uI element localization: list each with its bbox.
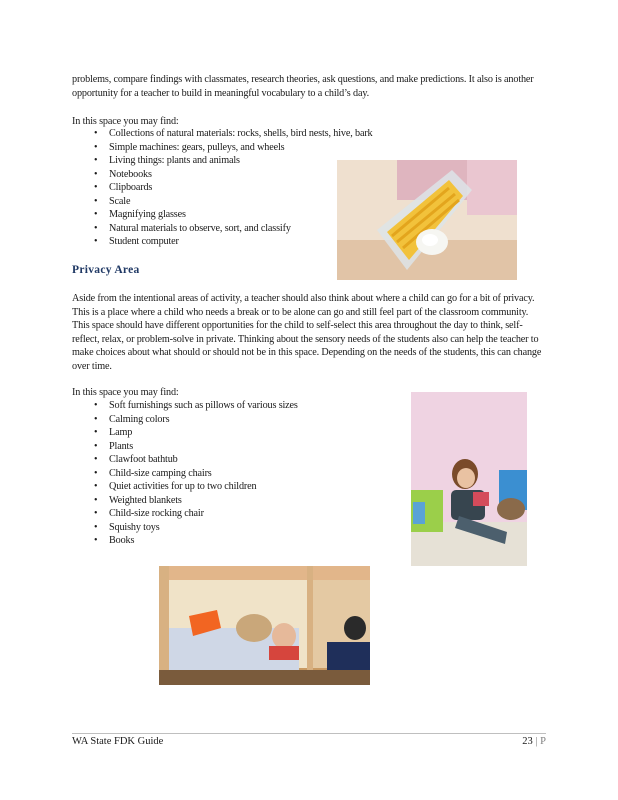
footer-separator: | [535, 736, 538, 747]
list-item: • Scale [94, 195, 373, 209]
corn-in-bag-photo [337, 160, 517, 280]
list-item: • Quiet activities for up to two children [94, 480, 298, 494]
list-item: • Clawfoot bathtub [94, 453, 298, 467]
list-item: • Magnifying glasses [94, 208, 373, 222]
list-item: • Plants [94, 440, 298, 454]
page-number: 23 [522, 736, 533, 747]
list-item: • Natural materials to observe, sort, and classify [94, 222, 373, 236]
intro-paragraph: problems, compare findings with classmates, research theories, ask questions, and make predictions. It also is another opportunity for a teacher to build in meaningful vocabulary to a child’s day. [72, 74, 534, 99]
list-item: • Child-size camping chairs [94, 467, 298, 481]
privacy-paragraph: Aside from the intentional areas of activity, a teacher should also think about where a child can go for a bit of privacy. This is a place where a child who needs a break or to be alone can go and still feel part of the classroom community. This space should have different opportunities for the child to self-select this area throughout the day to think, self-reflect, relax, or problem-solve in private. Thinking about the sensory needs of the students also can help the teacher to make choices about what should or should not be in this space. Depending on the needs of the students, this can change over time. [72, 293, 542, 372]
science-materials-list [94, 127, 373, 249]
list-item: • Child-size rocking chair [94, 507, 298, 521]
list-item: • Collections of natural materials: rocks, shells, bird nests, hive, bark [94, 127, 373, 141]
list-item: • Notebooks [94, 168, 373, 182]
list-item: • Squishy toys [94, 521, 298, 535]
list-item: • Lamp [94, 426, 298, 440]
footer-title: WA State FDK Guide [72, 736, 164, 747]
list-item: • Simple machines: gears, pulleys, and wheels [94, 141, 373, 155]
list-intro-privacy: In this space you may find: [72, 387, 179, 398]
page-label: P [540, 736, 546, 747]
list-item: • Books [94, 534, 298, 548]
list-item: • Calming colors [94, 413, 298, 427]
list-item: • Weighted blankets [94, 494, 298, 508]
child-reading-photo [411, 392, 527, 566]
footer-divider [72, 733, 546, 734]
list-item: • Clipboards [94, 181, 373, 195]
list-item: • Soft furnishings such as pillows of various sizes [94, 399, 298, 413]
footer-page-info [522, 736, 546, 747]
list-intro-science: In this space you may find: [72, 116, 179, 127]
list-item: • Living things: plants and animals [94, 154, 373, 168]
privacy-materials-list [94, 399, 298, 548]
list-item: • Student computer [94, 235, 373, 249]
children-resting-photo [159, 566, 370, 685]
section-heading: Privacy Area [72, 264, 140, 276]
